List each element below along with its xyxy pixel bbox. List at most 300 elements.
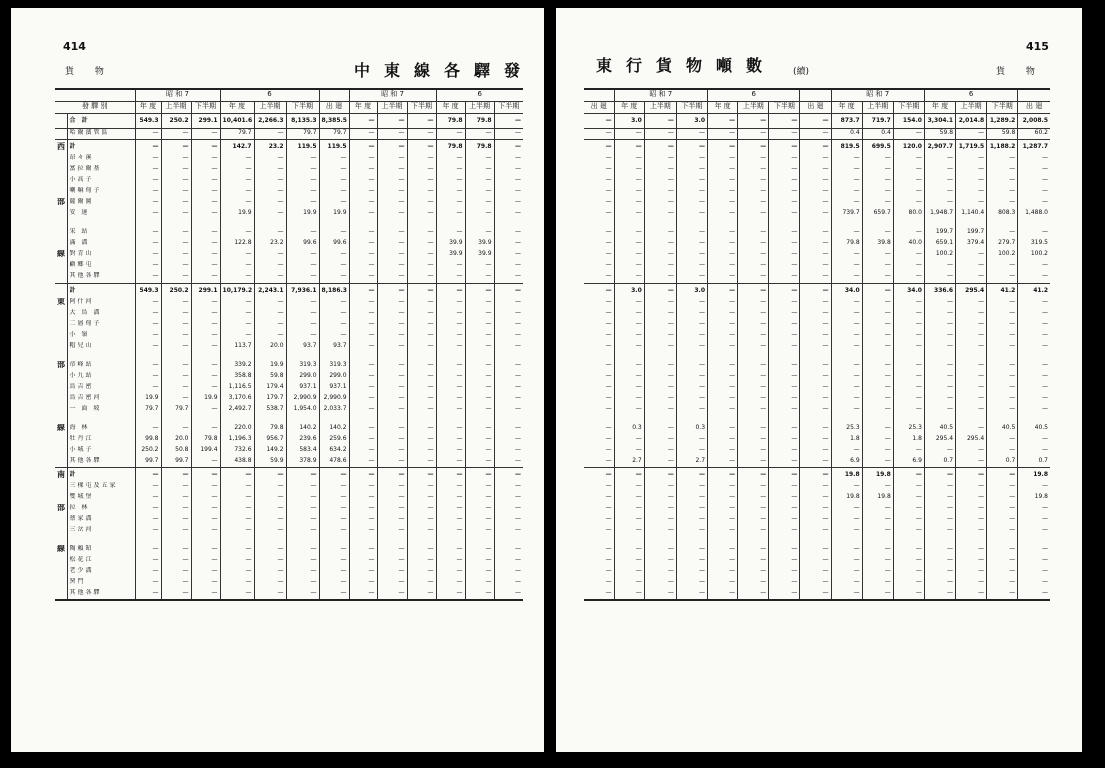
value-cell: — (465, 424, 494, 435)
value-cell: — (987, 493, 1018, 504)
value-cell: — (676, 526, 707, 537)
value-cell: — (407, 187, 436, 198)
value-cell: — (220, 250, 254, 261)
table-row (55, 468, 523, 483)
value-cell: — (407, 309, 436, 320)
value-cell: — (644, 482, 676, 493)
value-cell: — (515, 209, 522, 216)
value-cell: — (349, 129, 377, 140)
value-cell: — (987, 383, 1018, 394)
value-cell: 1.8 (893, 435, 924, 446)
value-cell: — (436, 567, 465, 578)
value-cell: — (135, 272, 161, 283)
value-cell: — (769, 545, 800, 556)
value-cell (191, 537, 220, 545)
region-label (55, 283, 67, 298)
value-cell: — (956, 589, 987, 600)
value-cell: — (924, 309, 955, 320)
value-cell: 259.6 (319, 435, 349, 446)
value-cell (893, 220, 924, 228)
value-cell: — (924, 482, 955, 493)
value-cell: — (161, 468, 191, 483)
value-cell: — (769, 165, 800, 176)
value-cell: — (436, 526, 465, 537)
value-cell (494, 353, 523, 361)
column-header: 下半期 (286, 102, 319, 114)
value-cell: — (893, 187, 924, 198)
table-row (55, 416, 523, 424)
region-label: 南 (55, 468, 67, 483)
value-cell (924, 220, 955, 228)
value-cell (161, 353, 191, 361)
region-label (55, 220, 67, 228)
value-cell: — (676, 239, 707, 250)
value-cell: — (708, 154, 738, 165)
value-cell: — (644, 261, 676, 272)
value-cell: — (436, 482, 465, 493)
value-cell (494, 220, 523, 228)
value-cell: — (161, 482, 191, 493)
header-group: 6 (220, 89, 319, 102)
value-cell: — (614, 239, 644, 250)
value-cell: — (738, 261, 769, 272)
value-cell: — (924, 165, 955, 176)
value-cell: — (191, 545, 220, 556)
value-cell: — (161, 165, 191, 176)
value-cell: — (800, 515, 831, 526)
value-cell: — (924, 383, 955, 394)
value-cell: — (644, 154, 676, 165)
value-cell: — (956, 309, 987, 320)
value-cell: — (831, 446, 862, 457)
value-cell: 250.2 (135, 446, 161, 457)
table-row (55, 154, 523, 165)
value-cell: — (135, 261, 161, 272)
value-cell: — (286, 165, 319, 176)
value-cell: 549.3 (135, 114, 161, 129)
value-cell: 20.0 (161, 435, 191, 446)
value-cell: — (407, 526, 436, 537)
table-row (584, 578, 1050, 589)
value-cell: — (1042, 228, 1048, 235)
value-cell: — (465, 578, 494, 589)
value-cell: 60.2 (1018, 129, 1050, 140)
value-cell (436, 537, 465, 545)
value-cell: — (862, 567, 893, 578)
value-cell: — (465, 272, 494, 283)
value-cell: — (862, 261, 893, 272)
value-cell: — (377, 515, 407, 526)
value-cell: 59.8 (254, 372, 286, 383)
value-cell: — (436, 283, 465, 298)
value-cell: — (135, 187, 161, 198)
value-cell: — (135, 331, 161, 342)
value-cell: — (956, 493, 987, 504)
region-label (55, 272, 67, 283)
value-cell: — (377, 342, 407, 353)
value-cell: — (893, 250, 924, 261)
value-cell: — (800, 165, 831, 176)
value-cell (465, 220, 494, 228)
value-cell: — (956, 405, 987, 416)
value-cell: — (738, 424, 769, 435)
value-cell: 99.6 (286, 239, 319, 250)
value-cell: — (644, 545, 676, 556)
value-cell: — (614, 468, 644, 483)
value-cell: — (161, 209, 191, 220)
value-cell: — (349, 154, 377, 165)
value-cell: — (831, 578, 862, 589)
value-cell: 2,243.1 (254, 283, 286, 298)
value-cell: — (377, 372, 407, 383)
value-cell (956, 220, 987, 228)
value-cell (831, 353, 862, 361)
value-cell: — (286, 556, 319, 567)
value-cell: — (987, 545, 1018, 556)
value-cell: 79.8 (831, 239, 862, 250)
value-cell: 538.7 (254, 405, 286, 416)
value-cell: — (377, 165, 407, 176)
value-cell: — (465, 283, 494, 298)
value-cell: 1,954.0 (286, 405, 319, 416)
value-cell: 295.4 (924, 435, 955, 446)
value-cell: — (893, 228, 924, 239)
value-cell: 140.2 (286, 424, 319, 435)
region-label (55, 537, 67, 545)
region-label (55, 320, 67, 331)
value-cell: 2,266.3 (254, 114, 286, 129)
value-cell: — (644, 298, 676, 309)
value-cell: — (161, 320, 191, 331)
value-cell (286, 416, 319, 424)
value-cell: — (436, 209, 465, 220)
value-cell: — (377, 298, 407, 309)
value-cell: — (708, 209, 738, 220)
value-cell: — (676, 482, 707, 493)
region-label (55, 567, 67, 578)
value-cell: — (987, 567, 1018, 578)
value-cell: — (738, 567, 769, 578)
value-cell: — (738, 578, 769, 589)
value-cell (377, 220, 407, 228)
value-cell: — (349, 446, 377, 457)
value-cell: — (987, 261, 1018, 272)
table-row (584, 383, 1050, 394)
value-cell: — (738, 309, 769, 320)
value-cell: — (708, 140, 738, 155)
value-cell: — (407, 165, 436, 176)
value-cell: 358.8 (220, 372, 254, 383)
value-cell: — (708, 383, 738, 394)
value-cell: 59.8 (924, 129, 955, 140)
value-cell: — (349, 239, 377, 250)
value-cell: — (465, 187, 494, 198)
value-cell: — (191, 272, 220, 283)
value-cell (407, 220, 436, 228)
value-cell: — (191, 198, 220, 209)
value-cell: — (135, 504, 161, 515)
value-cell: — (708, 250, 738, 261)
value-cell: — (584, 394, 614, 405)
value-cell: — (515, 515, 522, 522)
value-cell: — (676, 342, 707, 353)
value-cell: — (377, 187, 407, 198)
value-cell: — (407, 482, 436, 493)
value-cell: — (161, 578, 191, 589)
column-header: 上半期 (644, 102, 676, 114)
value-cell: — (956, 198, 987, 209)
station-name: 昂々溪 (67, 154, 135, 165)
value-cell: — (831, 383, 862, 394)
value-cell: — (614, 556, 644, 567)
value-cell: — (644, 504, 676, 515)
value-cell (831, 220, 862, 228)
value-cell: — (738, 320, 769, 331)
value-cell: — (515, 404, 522, 412)
value-cell: — (436, 342, 465, 353)
value-cell: — (800, 261, 831, 272)
value-cell: — (769, 239, 800, 250)
value-cell: 0.7 (987, 457, 1018, 468)
value-cell: — (893, 372, 924, 383)
value-cell: — (135, 165, 161, 176)
value-cell: — (614, 482, 644, 493)
value-cell: — (1042, 341, 1048, 349)
value-cell: 19.8 (1034, 493, 1048, 500)
value-cell: — (135, 482, 161, 493)
value-cell (220, 537, 254, 545)
value-cell: — (614, 250, 644, 261)
value-cell: — (862, 446, 893, 457)
header-blank (800, 89, 831, 102)
value-cell: — (893, 129, 924, 140)
value-cell (614, 416, 644, 424)
value-cell: — (515, 165, 522, 172)
value-cell: 93.7 (286, 342, 319, 353)
table-row (55, 176, 523, 187)
value-cell: — (584, 515, 614, 526)
table-row (55, 114, 523, 129)
value-cell: — (956, 361, 987, 372)
value-cell: — (708, 129, 738, 140)
value-cell: — (893, 198, 924, 209)
value-cell: — (800, 298, 831, 309)
value-cell: — (738, 394, 769, 405)
header-group: 6 (924, 89, 1017, 102)
value-cell: — (161, 567, 191, 578)
value-cell: — (1042, 434, 1048, 442)
value-cell (407, 537, 436, 545)
value-cell: — (862, 405, 893, 416)
value-cell: — (893, 556, 924, 567)
value-cell: — (831, 361, 862, 372)
value-cell: — (924, 320, 955, 331)
table-row (584, 493, 1050, 504)
value-cell: — (956, 331, 987, 342)
value-cell: — (862, 435, 893, 446)
value-cell: — (135, 545, 161, 556)
value-cell: — (614, 154, 644, 165)
value-cell: — (862, 342, 893, 353)
value-cell: — (286, 176, 319, 187)
value-cell: — (436, 394, 465, 405)
value-cell: — (676, 589, 707, 600)
value-cell: — (738, 493, 769, 504)
value-cell: — (676, 261, 707, 272)
value-cell: — (800, 504, 831, 515)
value-cell: — (862, 154, 893, 165)
value-cell: — (349, 424, 377, 435)
value-cell: — (465, 394, 494, 405)
value-cell: — (987, 154, 1018, 165)
value-cell: 25.3 (831, 424, 862, 435)
value-cell: — (1042, 154, 1048, 161)
header-group-row (584, 89, 1050, 102)
value-cell: — (831, 504, 862, 515)
header-group: 6 (708, 89, 800, 102)
station-name: 雙城堡 (67, 493, 135, 504)
value-cell: 438.8 (220, 457, 254, 468)
value-cell (191, 220, 220, 228)
value-cell: — (800, 272, 831, 283)
value-cell: — (191, 129, 220, 140)
value-cell: — (161, 394, 191, 405)
value-cell: — (738, 331, 769, 342)
value-cell: — (676, 140, 707, 155)
value-cell: — (220, 187, 254, 198)
value-cell: — (987, 394, 1018, 405)
value-cell (708, 220, 738, 228)
value-cell: 40.0 (893, 239, 924, 250)
value-cell: — (800, 578, 831, 589)
value-cell: — (831, 154, 862, 165)
value-cell: 40.5 (1034, 423, 1048, 431)
value-cell: — (738, 239, 769, 250)
value-cell: — (800, 435, 831, 446)
value-cell (738, 416, 769, 424)
value-cell: — (349, 331, 377, 342)
value-cell: — (377, 446, 407, 457)
value-cell: — (831, 515, 862, 526)
value-cell: — (769, 250, 800, 261)
value-cell: — (465, 482, 494, 493)
value-cell: — (349, 556, 377, 567)
table-row (584, 261, 1050, 272)
region-label (55, 482, 67, 493)
value-cell: — (738, 361, 769, 372)
value-cell: — (135, 298, 161, 309)
value-cell: 19.9 (254, 361, 286, 372)
station-name: 顧鄉屯 (67, 261, 135, 272)
value-cell: — (349, 198, 377, 209)
value-cell: — (254, 504, 286, 515)
value-cell: — (708, 272, 738, 283)
value-cell: — (161, 176, 191, 187)
value-cell: — (738, 140, 769, 155)
table-row (55, 457, 523, 468)
station-name: 松花江 (67, 556, 135, 567)
value-cell: — (708, 394, 738, 405)
value-cell: — (614, 198, 644, 209)
table-row (55, 283, 523, 298)
value-cell: 59.9 (254, 457, 286, 468)
value-cell: — (319, 515, 349, 526)
value-cell: 3.0 (614, 283, 644, 298)
value-cell: — (349, 250, 377, 261)
value-cell: 1,719.5 (956, 140, 987, 155)
value-cell: — (515, 330, 522, 338)
value-cell: — (220, 578, 254, 589)
value-cell: — (800, 457, 831, 468)
value-cell: — (584, 578, 614, 589)
value-cell: — (191, 372, 220, 383)
value-cell: — (708, 239, 738, 250)
value-cell: — (708, 320, 738, 331)
value-cell: — (831, 198, 862, 209)
value-cell: 808.3 (987, 209, 1018, 220)
value-cell: — (515, 228, 522, 235)
value-cell: — (831, 187, 862, 198)
value-cell: — (987, 515, 1018, 526)
value-cell: 378.9 (286, 457, 319, 468)
value-cell: — (862, 320, 893, 331)
value-cell: — (377, 140, 407, 155)
station-name: 對青山 (67, 250, 135, 261)
value-cell: — (191, 504, 220, 515)
value-cell: — (831, 165, 862, 176)
value-cell: 239.6 (286, 435, 319, 446)
value-cell: — (377, 283, 407, 298)
value-cell: — (956, 261, 987, 272)
value-cell: — (436, 504, 465, 515)
value-cell: 2,492.7 (220, 405, 254, 416)
value-cell: — (769, 578, 800, 589)
value-cell: — (708, 331, 738, 342)
value-cell: — (862, 457, 893, 468)
value-cell: — (254, 228, 286, 239)
value-cell (924, 353, 955, 361)
value-cell: — (644, 114, 676, 129)
value-cell: — (407, 435, 436, 446)
value-cell: — (436, 272, 465, 283)
station-name: 滿 溝 (67, 239, 135, 250)
value-cell: — (319, 272, 349, 283)
value-cell: — (191, 361, 220, 372)
value-cell: — (644, 283, 676, 298)
table-row (55, 250, 523, 261)
value-cell: — (769, 589, 800, 600)
value-cell: — (191, 482, 220, 493)
value-cell: — (769, 154, 800, 165)
value-cell: — (862, 545, 893, 556)
value-cell (1018, 416, 1050, 424)
value-cell: — (644, 176, 676, 187)
value-cell: — (614, 372, 644, 383)
value-cell: — (800, 176, 831, 187)
value-cell: — (644, 331, 676, 342)
value-cell: — (191, 228, 220, 239)
table-row (584, 272, 1050, 283)
value-cell: — (614, 309, 644, 320)
value-cell: — (407, 298, 436, 309)
value-cell: 2,014.8 (956, 114, 987, 129)
value-cell: — (644, 515, 676, 526)
value-cell: 873.7 (831, 114, 862, 129)
value-cell: 2,033.7 (319, 405, 349, 416)
value-cell: — (800, 250, 831, 261)
value-cell (893, 353, 924, 361)
value-cell: 113.7 (220, 342, 254, 353)
